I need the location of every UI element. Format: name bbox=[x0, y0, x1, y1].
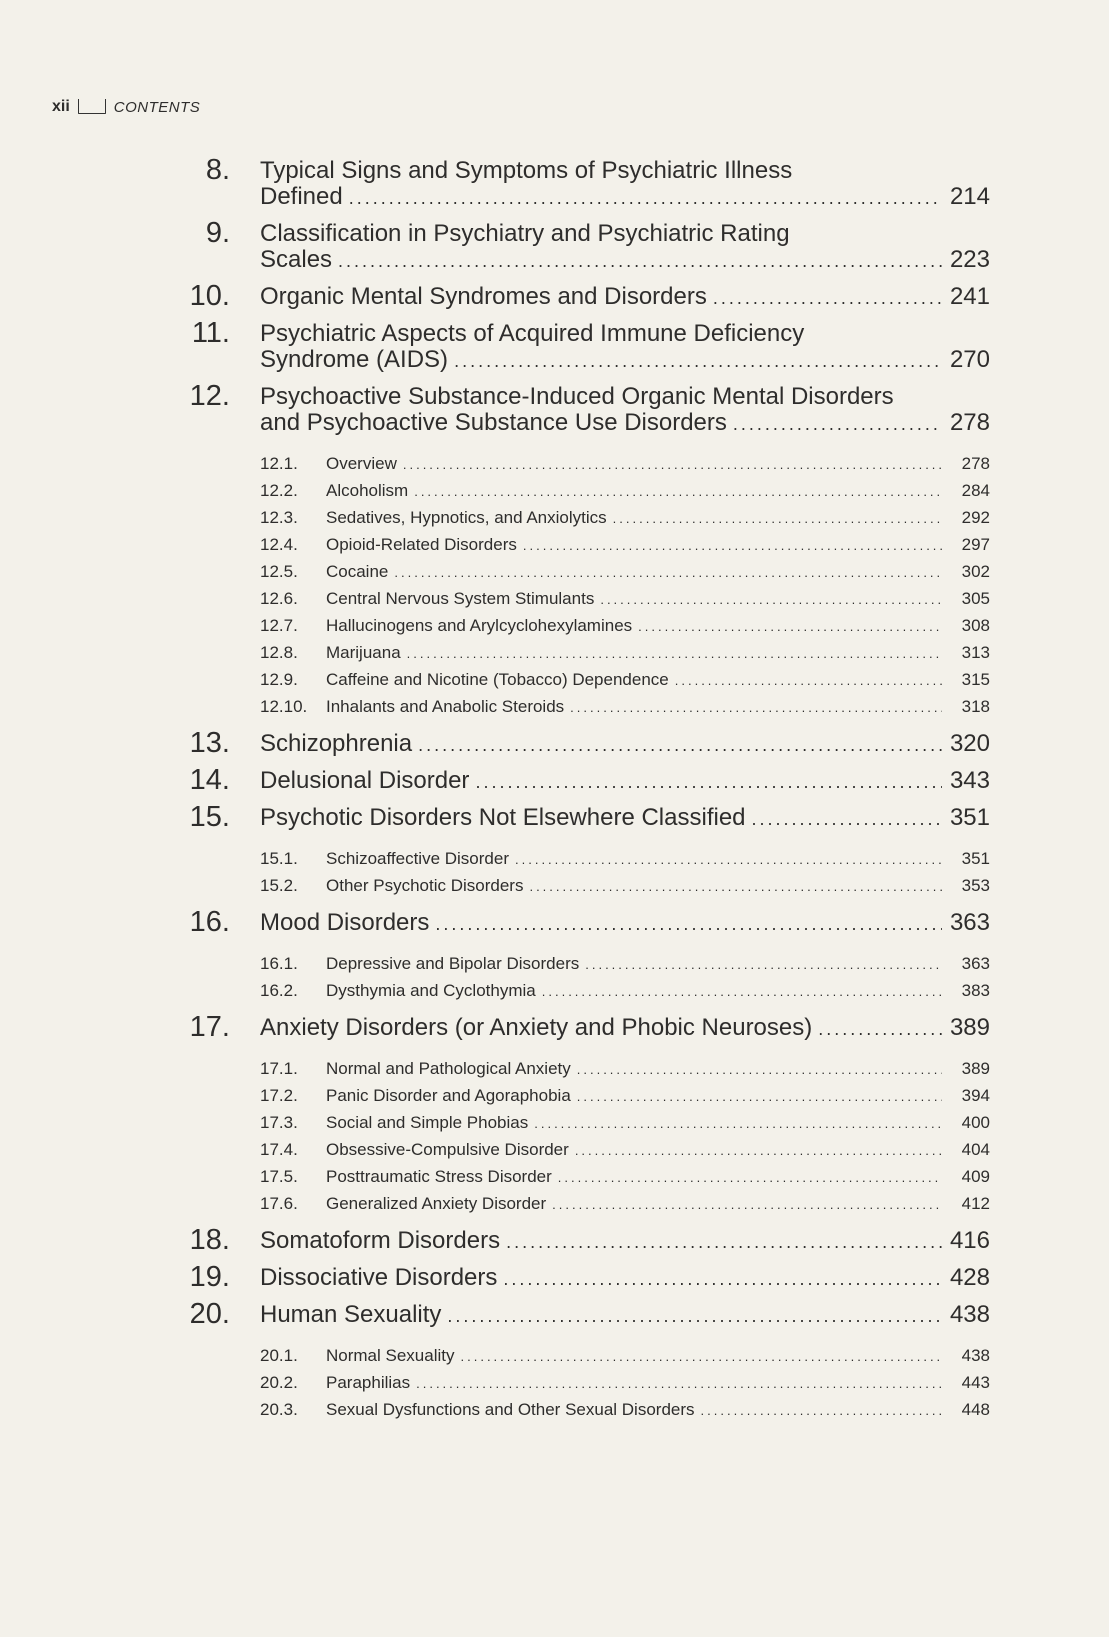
chapter-title: Human Sexuality bbox=[260, 1301, 442, 1328]
dot-leader bbox=[558, 1165, 942, 1191]
section-page-number: 305 bbox=[961, 589, 990, 608]
section-page-number: 351 bbox=[961, 849, 990, 868]
dot-leader bbox=[818, 1016, 942, 1042]
chapter-number: 10. bbox=[189, 280, 230, 312]
section-page-number: 313 bbox=[961, 643, 990, 662]
toc-section-entry bbox=[260, 478, 990, 505]
section-title: Marijuana bbox=[326, 643, 401, 662]
section-number: 17.6. bbox=[260, 1194, 298, 1213]
section-title: Hallucinogens and Arylcyclohexylamines bbox=[326, 616, 633, 635]
section-page-number: 409 bbox=[961, 1167, 990, 1186]
chapter-page-number: 320 bbox=[949, 730, 990, 757]
toc-chapter-entry bbox=[160, 727, 990, 759]
chapter-title: Schizophrenia bbox=[260, 730, 413, 757]
section-page-number: 438 bbox=[961, 1346, 990, 1365]
toc-chapter-entry bbox=[160, 801, 990, 833]
toc-section-entry bbox=[260, 1397, 990, 1424]
chapter-number: 19. bbox=[189, 1261, 230, 1293]
section-number: 20.3. bbox=[260, 1400, 298, 1419]
section-title: Other Psychotic Disorders bbox=[326, 876, 524, 895]
toc-section-entry bbox=[260, 846, 990, 873]
section-page-number: 363 bbox=[961, 954, 990, 973]
section-title: Inhalants and Anabolic Steroids bbox=[326, 697, 565, 716]
toc-chapter-entry bbox=[160, 217, 990, 274]
chapter-title: Dissociative Disorders bbox=[260, 1264, 498, 1291]
dot-leader bbox=[475, 769, 942, 795]
dot-leader bbox=[534, 1111, 942, 1137]
section-page-number: 278 bbox=[961, 454, 990, 473]
dot-leader bbox=[454, 348, 942, 374]
toc-section-entry bbox=[260, 559, 990, 586]
toc-section-entry bbox=[260, 640, 990, 667]
dot-leader bbox=[403, 452, 942, 478]
section-title: Alcoholism bbox=[326, 481, 409, 500]
section-title: Caffeine and Nicotine (Tobacco) Dependence bbox=[326, 670, 669, 689]
section-page-number: 443 bbox=[961, 1373, 990, 1392]
toc-section-entry bbox=[260, 1343, 990, 1370]
dot-leader bbox=[394, 560, 942, 586]
chapter-title-line: Typical Signs and Symptoms of Psychiatric Illness bbox=[260, 157, 793, 184]
section-number: 16.2. bbox=[260, 981, 298, 1000]
dot-leader bbox=[585, 952, 942, 978]
dot-leader bbox=[349, 185, 942, 211]
section-title: Cocaine bbox=[326, 562, 389, 581]
toc-section-entry bbox=[260, 613, 990, 640]
toc-chapter-entry bbox=[160, 1298, 990, 1330]
toc-chapter-entry bbox=[160, 1011, 990, 1043]
dot-leader bbox=[733, 411, 942, 437]
dot-leader bbox=[414, 479, 942, 505]
toc-chapter-entry bbox=[160, 380, 990, 437]
section-page-number: 383 bbox=[961, 981, 990, 1000]
toc-section-entry bbox=[260, 667, 990, 694]
dot-leader bbox=[713, 285, 942, 311]
section-page-number: 315 bbox=[961, 670, 990, 689]
page-folio: xii bbox=[52, 98, 70, 115]
dot-leader bbox=[435, 911, 942, 937]
toc-chapter-entry bbox=[160, 317, 990, 374]
dot-leader bbox=[600, 587, 942, 613]
section-page-number: 404 bbox=[961, 1140, 990, 1159]
section-page-number: 284 bbox=[961, 481, 990, 500]
dot-leader bbox=[613, 506, 942, 532]
section-number: 12.4. bbox=[260, 535, 298, 554]
section-page-number: 302 bbox=[961, 562, 990, 581]
chapter-title: Delusional Disorder bbox=[260, 767, 470, 794]
dot-leader bbox=[529, 874, 942, 900]
section-title: Depressive and Bipolar Disorders bbox=[326, 954, 580, 973]
dot-leader bbox=[552, 1192, 942, 1218]
chapter-number: 15. bbox=[189, 801, 230, 833]
section-page-number: 353 bbox=[961, 876, 990, 895]
section-number: 20.1. bbox=[260, 1346, 298, 1365]
section-page-number: 292 bbox=[961, 508, 990, 527]
chapter-title: and Psychoactive Substance Use Disorders bbox=[260, 409, 727, 436]
dot-leader bbox=[515, 847, 942, 873]
section-title: Sedatives, Hypnotics, and Anxiolytics bbox=[326, 508, 607, 527]
dot-leader bbox=[701, 1398, 942, 1424]
chapter-title: Scales bbox=[260, 246, 333, 273]
section-number: 16.1. bbox=[260, 954, 298, 973]
chapter-title: Somatoform Disorders bbox=[260, 1227, 501, 1254]
section-list bbox=[260, 1343, 990, 1424]
section-page-number: 394 bbox=[961, 1086, 990, 1105]
section-title: Social and Simple Phobias bbox=[326, 1113, 529, 1132]
section-number: 17.3. bbox=[260, 1113, 298, 1132]
running-head-title: CONTENTS bbox=[113, 98, 201, 116]
dot-leader bbox=[506, 1229, 942, 1255]
chapter-title: Defined bbox=[260, 183, 343, 210]
section-list bbox=[260, 1056, 990, 1218]
section-page-number: 318 bbox=[961, 697, 990, 716]
toc-section-entry bbox=[260, 586, 990, 613]
section-number: 12.10. bbox=[260, 697, 308, 716]
chapter-number: 14. bbox=[189, 764, 230, 796]
section-number: 12.8. bbox=[260, 643, 298, 662]
dot-leader bbox=[638, 614, 942, 640]
section-number: 17.1. bbox=[260, 1059, 298, 1078]
toc-chapter-entry bbox=[160, 764, 990, 796]
section-title: Normal Sexuality bbox=[326, 1346, 455, 1365]
chapter-page-number: 351 bbox=[949, 804, 990, 831]
section-number: 15.2. bbox=[260, 876, 298, 895]
chapter-page-number: 363 bbox=[949, 909, 990, 936]
section-page-number: 389 bbox=[961, 1059, 990, 1078]
chapter-page-number: 416 bbox=[949, 1227, 990, 1254]
dot-leader bbox=[407, 641, 942, 667]
section-number: 12.3. bbox=[260, 508, 298, 527]
chapter-number: 12. bbox=[189, 380, 230, 412]
section-list bbox=[260, 451, 990, 721]
chapter-number: 9. bbox=[205, 217, 230, 249]
chapter-title: Syndrome (AIDS) bbox=[260, 346, 449, 373]
toc-section-entry bbox=[260, 505, 990, 532]
chapter-title-line: Psychoactive Substance-Induced Organic Mental Disorders bbox=[260, 383, 894, 410]
toc-chapter-entry bbox=[160, 906, 990, 938]
section-page-number: 308 bbox=[961, 616, 990, 635]
section-page-number: 412 bbox=[961, 1194, 990, 1213]
section-title: Normal and Pathological Anxiety bbox=[326, 1059, 571, 1078]
toc-section-entry bbox=[260, 873, 990, 900]
toc-section-entry bbox=[260, 451, 990, 478]
section-page-number: 448 bbox=[961, 1400, 990, 1419]
chapter-title-line: Psychiatric Aspects of Acquired Immune Deficiency bbox=[260, 320, 805, 347]
section-number: 12.1. bbox=[260, 454, 298, 473]
section-title: Sexual Dysfunctions and Other Sexual Disorders bbox=[326, 1400, 695, 1419]
section-title: Central Nervous System Stimulants bbox=[326, 589, 595, 608]
dot-leader bbox=[416, 1371, 942, 1397]
chapter-page-number: 428 bbox=[949, 1264, 990, 1291]
toc-section-entry bbox=[260, 532, 990, 559]
chapter-number: 20. bbox=[189, 1298, 230, 1330]
chapter-page-number: 214 bbox=[949, 183, 990, 210]
dot-leader bbox=[523, 533, 942, 559]
toc-section-entry bbox=[260, 1056, 990, 1083]
chapter-title: Psychotic Disorders Not Elsewhere Classified bbox=[260, 804, 746, 831]
section-list bbox=[260, 846, 990, 900]
chapter-page-number: 343 bbox=[949, 767, 990, 794]
dot-leader bbox=[575, 1138, 942, 1164]
section-number: 17.4. bbox=[260, 1140, 298, 1159]
dot-leader bbox=[752, 806, 942, 832]
section-title: Posttraumatic Stress Disorder bbox=[326, 1167, 552, 1186]
section-title: Obsessive-Compulsive Disorder bbox=[326, 1140, 569, 1159]
chapter-page-number: 241 bbox=[949, 283, 990, 310]
section-number: 12.9. bbox=[260, 670, 298, 689]
dot-leader bbox=[418, 732, 942, 758]
dot-leader bbox=[338, 248, 942, 274]
section-number: 17.5. bbox=[260, 1167, 298, 1186]
section-title: Dysthymia and Cyclothymia bbox=[326, 981, 536, 1000]
section-title: Opioid-Related Disorders bbox=[326, 535, 517, 554]
toc-section-entry bbox=[260, 978, 990, 1005]
box-ornament-icon bbox=[78, 99, 106, 114]
toc-section-entry bbox=[260, 1370, 990, 1397]
toc-section-entry bbox=[260, 1164, 990, 1191]
section-title: Schizoaffective Disorder bbox=[326, 849, 509, 868]
toc-chapter-entry bbox=[160, 280, 990, 312]
dot-leader bbox=[503, 1266, 942, 1292]
toc-chapter-entry bbox=[160, 1261, 990, 1293]
section-number: 12.7. bbox=[260, 616, 298, 635]
section-number: 15.1. bbox=[260, 849, 298, 868]
chapter-title-line: Classification in Psychiatry and Psychiatric Rating bbox=[260, 220, 790, 247]
section-title: Overview bbox=[326, 454, 397, 473]
dot-leader bbox=[675, 668, 942, 694]
chapter-title: Organic Mental Syndromes and Disorders bbox=[260, 283, 707, 310]
toc-section-entry bbox=[260, 1191, 990, 1218]
chapter-number: 17. bbox=[189, 1011, 230, 1043]
section-number: 17.2. bbox=[260, 1086, 298, 1105]
section-title: Paraphilias bbox=[326, 1373, 411, 1392]
section-number: 12.2. bbox=[260, 481, 298, 500]
dot-leader bbox=[577, 1084, 942, 1110]
section-page-number: 400 bbox=[961, 1113, 990, 1132]
chapter-page-number: 438 bbox=[949, 1301, 990, 1328]
section-title: Generalized Anxiety Disorder bbox=[326, 1194, 547, 1213]
chapter-page-number: 389 bbox=[949, 1014, 990, 1041]
table-of-contents bbox=[160, 148, 990, 1428]
dot-leader bbox=[461, 1344, 943, 1370]
section-number: 20.2. bbox=[260, 1373, 298, 1392]
chapter-number: 8. bbox=[205, 154, 230, 186]
toc-chapter-entry bbox=[160, 1224, 990, 1256]
toc-section-entry bbox=[260, 694, 990, 721]
chapter-title: Mood Disorders bbox=[260, 909, 430, 936]
chapter-number: 18. bbox=[189, 1224, 230, 1256]
chapter-page-number: 223 bbox=[949, 246, 990, 273]
dot-leader bbox=[542, 979, 942, 1005]
dot-leader bbox=[577, 1057, 942, 1083]
chapter-title: Anxiety Disorders (or Anxiety and Phobic Neuroses) bbox=[260, 1014, 813, 1041]
running-head bbox=[52, 98, 200, 116]
chapter-number: 13. bbox=[189, 727, 230, 759]
section-number: 12.5. bbox=[260, 562, 298, 581]
section-number: 12.6. bbox=[260, 589, 298, 608]
dot-leader bbox=[570, 695, 942, 721]
section-page-number: 297 bbox=[961, 535, 990, 554]
dot-leader bbox=[447, 1303, 942, 1329]
toc-section-entry bbox=[260, 1110, 990, 1137]
chapter-page-number: 270 bbox=[949, 346, 990, 373]
section-title: Panic Disorder and Agoraphobia bbox=[326, 1086, 571, 1105]
toc-chapter-entry bbox=[160, 154, 990, 211]
chapter-number: 11. bbox=[191, 317, 230, 349]
chapter-number: 16. bbox=[189, 906, 230, 938]
toc-section-entry bbox=[260, 951, 990, 978]
section-list bbox=[260, 951, 990, 1005]
toc-section-entry bbox=[260, 1083, 990, 1110]
toc-section-entry bbox=[260, 1137, 990, 1164]
chapter-page-number: 278 bbox=[949, 409, 990, 436]
